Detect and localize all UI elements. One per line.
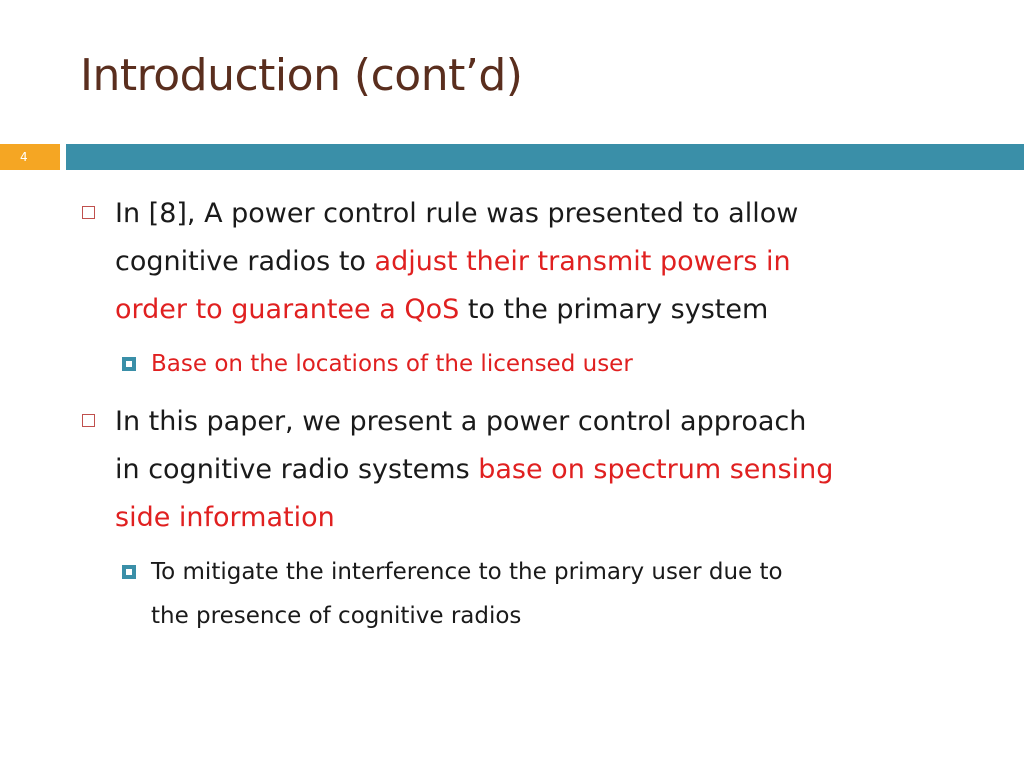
slide-title: Introduction (cont’d) bbox=[80, 50, 523, 101]
sub-bullet-2-line-2: the presence of cognitive radios bbox=[151, 603, 522, 629]
highlight-text: side information bbox=[115, 502, 335, 533]
bullet-1-line-3 bbox=[115, 286, 980, 334]
bullet-1 bbox=[80, 190, 980, 334]
text: to the primary system bbox=[459, 294, 769, 325]
bullet-1-line-1 bbox=[115, 190, 980, 238]
bullet-2-line-3 bbox=[115, 494, 980, 542]
accent-bar bbox=[66, 144, 1024, 170]
hollow-square-bullet-icon bbox=[82, 206, 95, 219]
filled-square-bullet-icon bbox=[122, 357, 136, 371]
slide-number: 4 bbox=[20, 150, 28, 164]
slide-number-box bbox=[0, 144, 60, 170]
highlight-text: adjust their transmit powers in bbox=[374, 246, 791, 277]
text: cognitive radios to bbox=[115, 246, 375, 277]
sub-bullet-1 bbox=[80, 342, 980, 386]
text: in cognitive radio systems bbox=[115, 454, 479, 485]
filled-square-bullet-icon bbox=[122, 565, 136, 579]
hollow-square-bullet-icon bbox=[82, 414, 95, 427]
sub-bullet-2 bbox=[80, 550, 980, 638]
highlight-text: Base on the locations of the licensed user bbox=[151, 351, 633, 377]
slide-content bbox=[80, 190, 980, 638]
text: In this paper, we present a power control approach bbox=[115, 406, 807, 437]
bullet-2 bbox=[80, 398, 980, 542]
bullet-2-line-2 bbox=[115, 446, 980, 494]
bullet-1-line-2 bbox=[115, 238, 980, 286]
highlight-text: base on spectrum sensing bbox=[478, 454, 834, 485]
sub-bullet-2-line-1: To mitigate the interference to the primary user due to bbox=[151, 559, 783, 585]
text: In [8], A power control rule was presented to allow bbox=[115, 198, 799, 229]
highlight-text: order to guarantee a QoS bbox=[115, 294, 460, 325]
bullet-2-line-1 bbox=[115, 398, 980, 446]
